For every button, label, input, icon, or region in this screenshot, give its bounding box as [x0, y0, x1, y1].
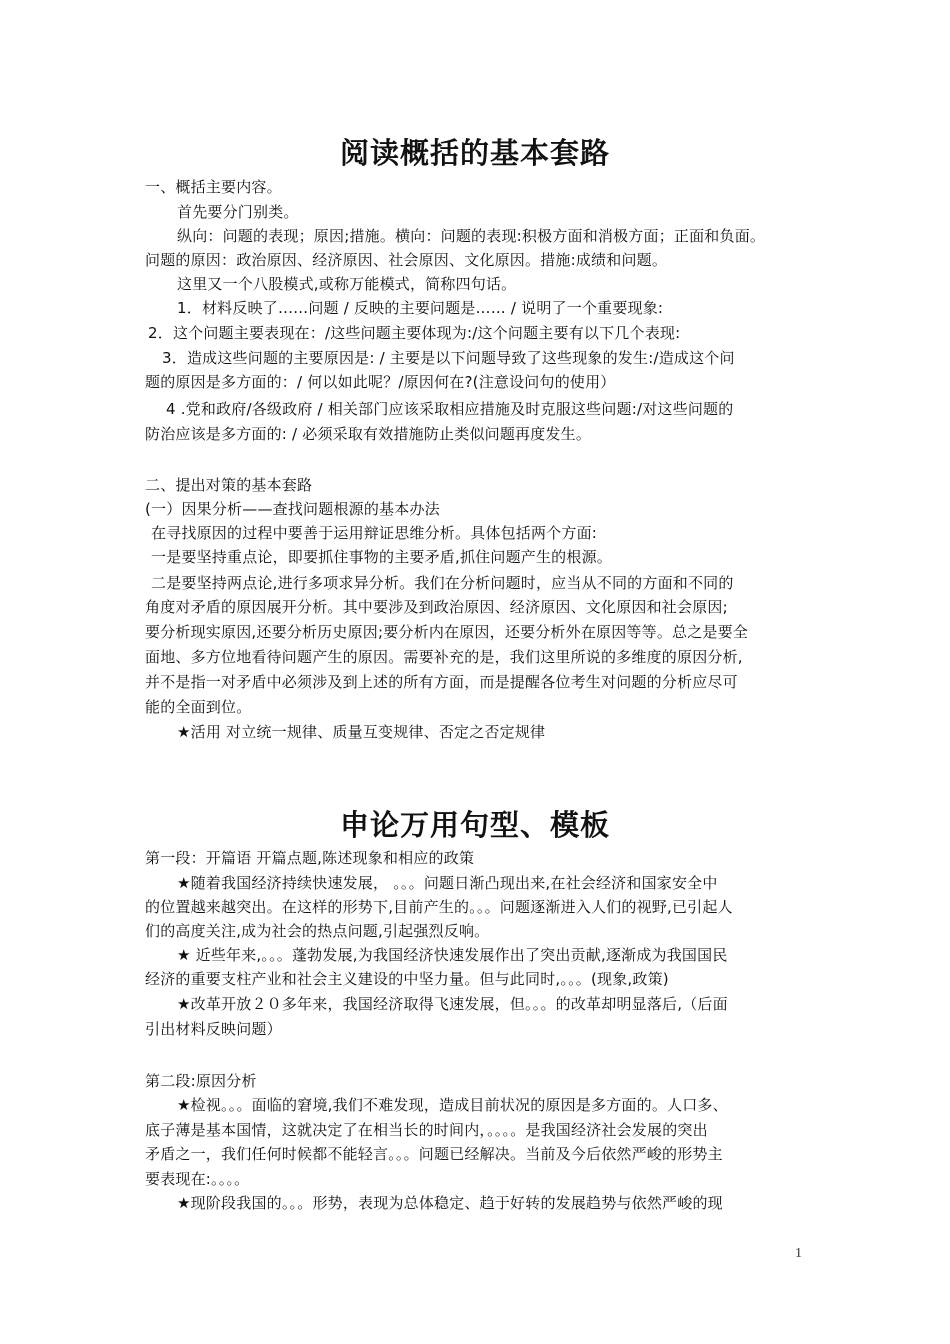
page-number: 1	[795, 1246, 802, 1261]
paragraph-line: 纵向：问题的表现；原因;措施。横向：问题的表现:积极方面和消极方面；正面和负面。	[177, 227, 766, 245]
paragraph-line: (一）因果分析——查找问题根源的基本办法	[145, 500, 440, 518]
paragraph-line: 在寻找原因的过程中要善于运用辩证思维分析。具体包括两个方面:	[151, 524, 598, 542]
paragraph-line: ★随着我国经济持续快速发展， 。。。问题日渐凸现出来,在社会经济和国家安全中	[177, 874, 718, 892]
paragraph-line: 二是要坚持两点论,进行多项求异分析。我们在分析问题时，应当从不同的方面和不同的	[151, 574, 734, 592]
paragraph-line: 要分析现实原因,还要分析历史原因;要分析内在原因，还要分析外在原因等等。总之是要全	[145, 623, 749, 641]
paragraph-line: 要表现在:。。。。	[145, 1170, 250, 1188]
paragraph-line: 二、提出对策的基本套路	[145, 476, 313, 494]
paragraph-line: 问题的原因：政治原因、经济原因、社会原因、文化原因。措施:成绩和问题。	[145, 251, 668, 269]
paragraph-line: 4 .党和政府/各级政府 / 相关部门应该采取相应措施及时克服这些问题:/对这些问题的	[166, 400, 734, 418]
paragraph-line: 2．这个问题主要表现在：/这些问题主要体现为:/这个问题主要有以下几个表现:	[148, 324, 681, 342]
paragraph-line: 的位置越来越突出。在这样的形势下,目前产生的。。。问题逐渐进入人们的视野,已引起人	[145, 898, 733, 916]
paragraph-line: 一是要坚持重点论，即要抓住事物的主要矛盾,抓住问题产生的根源。	[151, 548, 612, 566]
paragraph-line: 们的高度关注,成为社会的热点问题,引起强烈反响。	[145, 922, 490, 940]
paragraph-line: 底子薄是基本国情，这就决定了在相当长的时间内，。。。。是我国经济社会发展的突出	[145, 1121, 708, 1139]
paragraph-line: 3．造成这些问题的主要原因是: / 主要是以下问题导致了这些现象的发生:/造成这个问	[162, 349, 735, 367]
paragraph-line: 引出材料反映问题）	[145, 1020, 282, 1038]
paragraph-line: 矛盾之一，我们任何时候都不能轻言。。。问题已经解决。当前及今后依然严峻的形势主	[145, 1145, 723, 1163]
paragraph-line: 第二段:原因分析	[145, 1072, 257, 1090]
paragraph-line: 题的原因是多方面的：/ 何以如此呢？/原因何在?(注意设问句的使用）	[145, 373, 616, 391]
paragraph-line: 一、概括主要内容。	[145, 178, 282, 196]
paragraph-line: 能的全面到位。	[145, 698, 252, 716]
paragraph-line: 第一段：开篇语 开篇点题,陈述现象和相应的政策	[145, 849, 475, 867]
paragraph-line: ★活用 对立统一规律、质量互变规律、否定之否定规律	[177, 723, 546, 741]
paragraph-line: ★现阶段我国的。。。形势，表现为总体稳定、趋于好转的发展趋势与依然严峻的现	[177, 1194, 723, 1212]
paragraph-line: 这里又一个八股模式,或称万能模式，简称四句话。	[177, 275, 517, 293]
paragraph-line: 经济的重要支柱产业和社会主义建设的中坚力量。但与此同时,。。。(现象,政策)	[145, 970, 669, 988]
paragraph-line: 1．材料反映了……问题 / 反映的主要问题是…… / 说明了一个重要现象:	[177, 299, 664, 317]
paragraph-line: 防治应该是多方面的: / 必须采取有效措施防止类似问题再度发生。	[145, 425, 592, 443]
paragraph-line: 面地、多方位地看待问题产生的原因。需要补充的是，我们这里所说的多维度的原因分析,	[145, 648, 743, 666]
paragraph-line: ★ 近些年来,。。。蓬勃发展,为我国经济快速发展作出了突出贡献,逐渐成为我国国民	[177, 946, 728, 964]
paragraph-line: ★改革开放２０多年来，我国经济取得飞速发展，但。。。的改革却明显落后,（后面	[177, 995, 728, 1013]
section-title-reading: 阅读概括的基本套路	[339, 136, 610, 170]
section-title-template: 申论万用句型、模板	[339, 808, 610, 842]
paragraph-line: 角度对矛盾的原因展开分析。其中要涉及到政治原因、经济原因、文化原因和社会原因;	[145, 598, 728, 616]
paragraph-line: 并不是指一对矛盾中必须涉及到上述的所有方面，而是提醒各位考生对问题的分析应尽可	[145, 673, 738, 691]
paragraph-line: 首先要分门别类。	[177, 203, 299, 221]
paragraph-line: ★检视。。。面临的窘境,我们不难发现，造成目前状况的原因是多方面的。人口多、	[177, 1096, 728, 1114]
